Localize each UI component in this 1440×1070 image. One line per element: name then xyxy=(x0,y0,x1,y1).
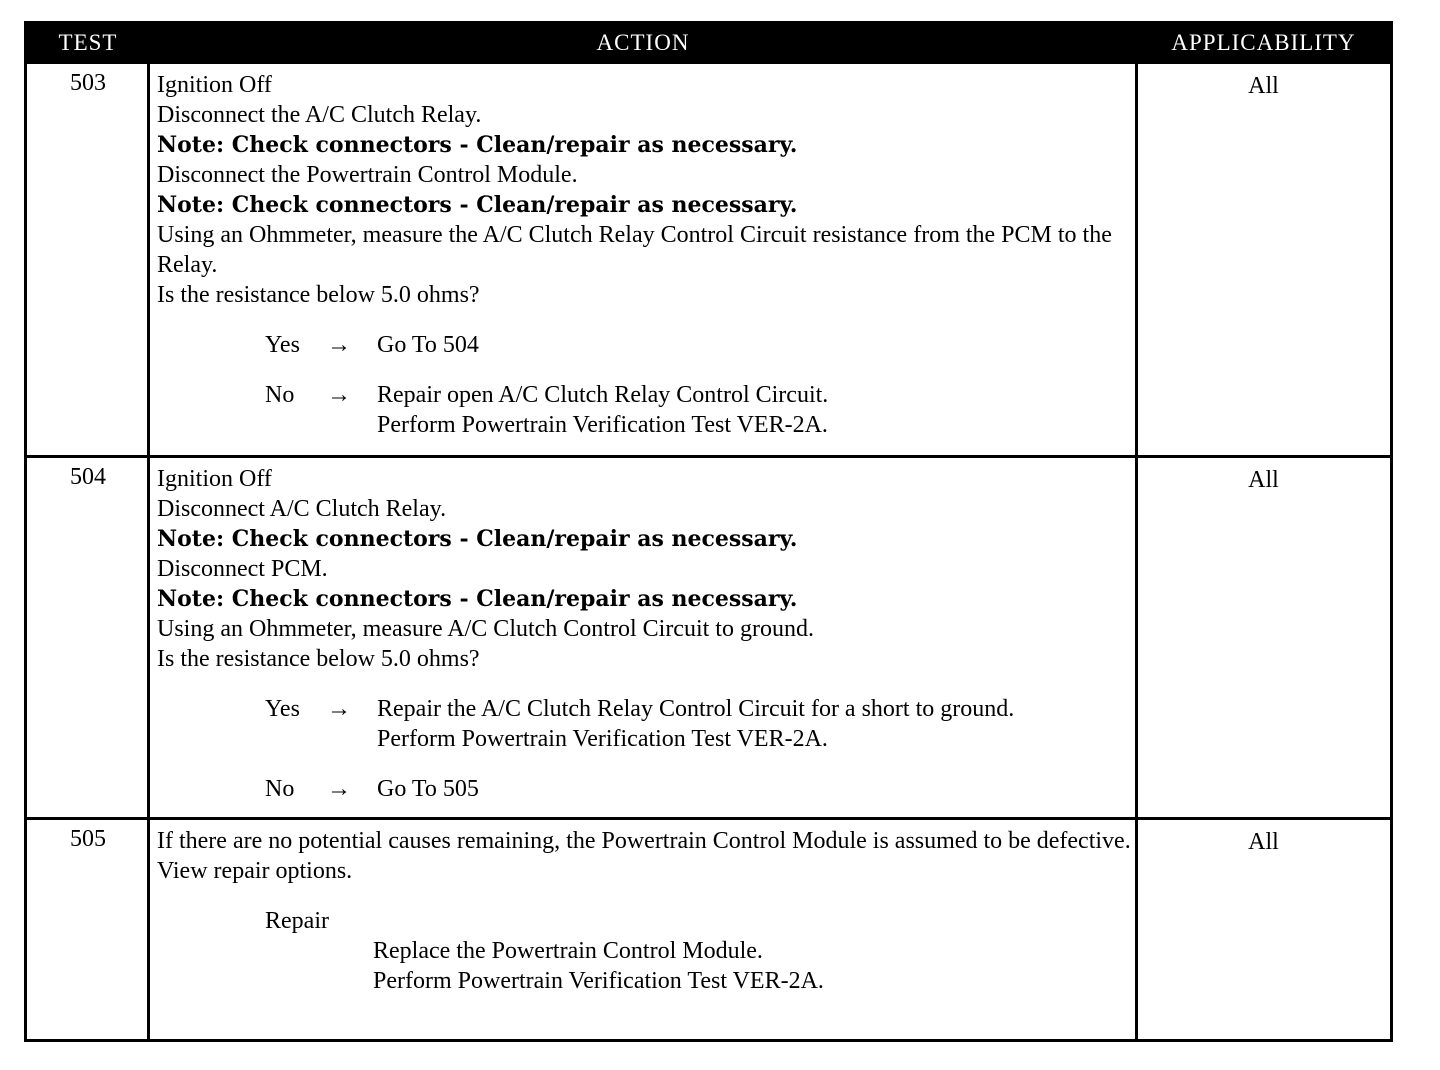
applicability-value: All xyxy=(1248,467,1279,493)
action-cell xyxy=(157,464,1131,804)
applicability-value: All xyxy=(1248,73,1279,99)
table-row-504 xyxy=(27,455,1390,817)
no-text-line: Repair open A/C Clutch Relay Control Circuit. xyxy=(377,382,829,408)
action-line: View repair options. xyxy=(157,858,353,884)
yes-label: Yes xyxy=(265,332,300,358)
action-line: Disconnect PCM. xyxy=(157,556,328,582)
column-divider xyxy=(1135,64,1138,1039)
table-header xyxy=(27,24,1390,64)
test-number: 504 xyxy=(70,464,106,490)
action-question: Is the resistance below 5.0 ohms? xyxy=(157,646,480,672)
answer-no xyxy=(265,774,1131,804)
action-line: Disconnect the Powertrain Control Module. xyxy=(157,162,578,188)
answer-yes xyxy=(265,694,1131,754)
action-line: Disconnect the A/C Clutch Relay. xyxy=(157,102,482,128)
action-note: Note: Check connectors - Clean/repair as necessary. xyxy=(157,526,798,552)
action-question: Is the resistance below 5.0 ohms? xyxy=(157,282,480,308)
arrow-icon: → xyxy=(327,776,351,802)
header-test: TEST xyxy=(58,30,118,55)
action-line: Ignition Off xyxy=(157,466,272,492)
yes-text xyxy=(377,694,1131,754)
column-divider xyxy=(147,64,150,1039)
test-number: 505 xyxy=(70,826,106,852)
no-text: Go To 505 xyxy=(377,776,479,802)
action-cell xyxy=(157,70,1131,440)
no-label: No xyxy=(265,776,295,802)
no-text xyxy=(377,380,1131,440)
repair-step: Perform Powertrain Verification Test VER-2A. xyxy=(373,968,824,994)
header-action: ACTION xyxy=(596,30,690,55)
yes-text: Go To 504 xyxy=(377,332,479,358)
table-row-505 xyxy=(27,817,1390,1039)
arrow-icon: → xyxy=(327,696,351,722)
repair-label: Repair xyxy=(265,908,329,934)
action-line: Ignition Off xyxy=(157,72,272,98)
action-note: Note: Check connectors - Clean/repair as necessary. xyxy=(157,192,798,218)
applicability-value: All xyxy=(1248,829,1279,855)
arrow-icon: → xyxy=(327,382,351,408)
action-line: Using an Ohmmeter, measure the A/C Clutch Relay Control Circuit resistance from the PCM to the Relay. xyxy=(157,222,1112,278)
no-label: No xyxy=(265,382,295,408)
action-note: Note: Check connectors - Clean/repair as necessary. xyxy=(157,132,798,158)
repair-step: Replace the Powertrain Control Module. xyxy=(373,938,763,964)
action-note: Note: Check connectors - Clean/repair as necessary. xyxy=(157,586,798,612)
arrow-icon: → xyxy=(327,332,351,358)
action-line: If there are no potential causes remaining, the Powertrain Control Module is assumed to be defective. xyxy=(157,828,1131,854)
header-applicability: APPLICABILITY xyxy=(1171,30,1356,55)
action-cell xyxy=(157,826,1131,996)
yes-text-line: Perform Powertrain Verification Test VER-2A. xyxy=(377,726,828,752)
repair-options xyxy=(265,906,1131,996)
yes-label: Yes xyxy=(265,696,300,722)
action-line: Disconnect A/C Clutch Relay. xyxy=(157,496,447,522)
answer-no xyxy=(265,380,1131,440)
action-line: Using an Ohmmeter, measure A/C Clutch Control Circuit to ground. xyxy=(157,616,814,642)
diagnostic-table xyxy=(24,21,1393,1042)
no-text-line: Perform Powertrain Verification Test VER-2A. xyxy=(377,412,828,438)
test-number: 503 xyxy=(70,70,106,96)
yes-text-line: Repair the A/C Clutch Relay Control Circuit for a short to ground. xyxy=(377,696,1015,722)
table-row-503 xyxy=(27,64,1390,455)
answer-yes xyxy=(265,330,1131,360)
repair-steps xyxy=(373,936,1131,996)
